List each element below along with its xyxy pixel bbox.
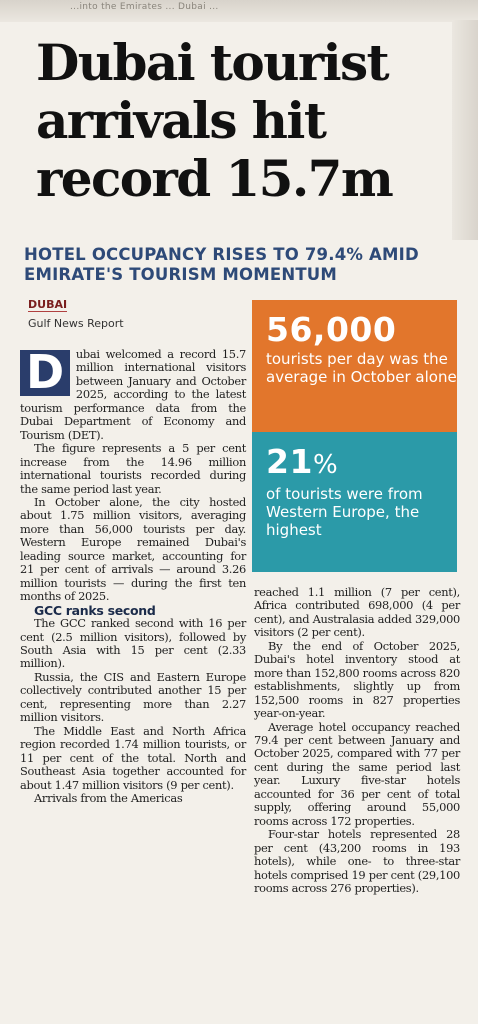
- clipped-previous-article: [0, 0, 478, 22]
- paragraph: The Middle East and North Africa region recorded 1.74 million tourists, or 11 per cent of the total. North and Southeast Asia together accounted for about 1.47 million visitors (9 per cent).: [20, 723, 246, 792]
- stat-unit: %: [312, 450, 339, 480]
- article-column-2: [254, 586, 460, 895]
- article-column-1: [20, 345, 246, 805]
- paragraph: Arrivals from the Americas: [34, 790, 183, 805]
- clipped-text: ...into the Emirates ... Dubai ...: [70, 2, 219, 12]
- paragraph: Average hotel occupancy reached 79.4 per cent between January and October 2025, compared with 77 per cent during the same period last year. Luxury five-star hotels accounted for 36 per cent of total supply, offering around 55,000 rooms across 172 properties.: [254, 719, 460, 828]
- stat-value: [266, 442, 457, 485]
- paragraph: Russia, the CIS and Eastern Europe collectively contributed another 15 per cent, representing more than 2.27 million visitors.: [20, 669, 246, 725]
- paragraph: reached 1.1 million (7 per cent), Africa contributed 698,000 (4 per cent), and Australasia added 329,000 visitors (2 per cent).: [254, 585, 460, 640]
- section-subheading: GCC ranks second: [34, 602, 156, 618]
- byline: Gulf News Report: [28, 317, 124, 330]
- stat-caption: of tourists were from Western Europe, the highest: [266, 485, 423, 539]
- dateline: DUBAI: [28, 298, 68, 311]
- subheadline: HOTEL OCCUPANCY RISES TO 79.4% AMID EMIRATE'S TOURISM MOMENTUM: [24, 245, 419, 284]
- stat-box-western-europe: [252, 432, 457, 572]
- stat-value: 56,000: [266, 310, 397, 349]
- paragraph: ubai welcomed a record 15.7 million international visitors between January and October 2025, according to the latest tourism performance data from the Dubai Department of Economy and Tourism (DET).: [20, 347, 246, 442]
- stat-box-daily-tourists: [252, 300, 457, 432]
- paragraph: The figure represents a 5 per cent increase from the 14.96 million international tourists recorded during the same period last year.: [20, 441, 246, 496]
- headline: Dubai tourist arrivals hit record 15.7m: [36, 33, 393, 208]
- stat-caption: tourists per day was the average in October alone: [266, 350, 457, 386]
- drop-cap: D: [20, 350, 70, 396]
- paragraph: The GCC ranked second with 16 per cent (2.5 million visitors), followed by South Asia with 15 per cent (2.33 million).: [20, 616, 246, 671]
- stat-number: 21: [266, 442, 313, 481]
- paragraph: Four-star hotels represented 28 per cent (43,200 rooms in 193 hotels), while one- to three-star hotels comprised 19 per cent (29,100 rooms across 276 properties).: [254, 827, 460, 895]
- paragraph: By the end of October 2025, Dubai's hotel inventory stood at more than 152,800 rooms across 820 establishments, slightly up from 152,500 rooms in 827 properties year-on-year.: [254, 638, 460, 721]
- page-fold-edge: [452, 20, 478, 240]
- paragraph: In October alone, the city hosted about 1.75 million visitors, averaging more than 56,000 tourists per day. Western Europe remained Dubai's leading source market, accounting for 21 per cent of arrivals — around 3.26 million tourists — during the first ten months of 2025.: [20, 494, 246, 604]
